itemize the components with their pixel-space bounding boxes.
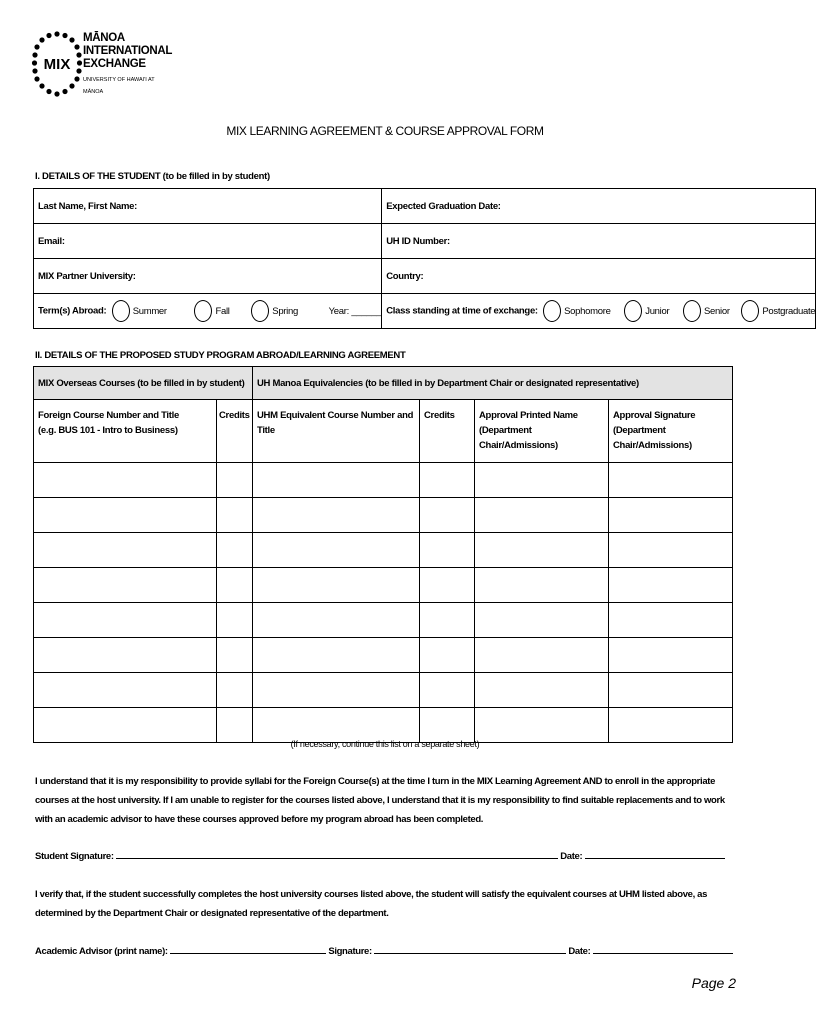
partner-university-field[interactable]: MIX Partner University: (34, 259, 382, 294)
approval-signature-cell[interactable] (609, 498, 733, 533)
study-program-table (33, 366, 733, 743)
uhm-course-cell[interactable] (253, 708, 420, 743)
uhm-credits-cell[interactable] (420, 603, 475, 638)
approval-name-subtitle: (Department Chair/Admissions) (479, 425, 558, 451)
uhm-course-cell[interactable] (253, 463, 420, 498)
mix-courses-header: MIX Overseas Courses (to be filled in by student) (34, 367, 253, 400)
junior-radio[interactable] (624, 300, 642, 322)
approval-name-column-header (475, 400, 609, 463)
senior-label: Senior (704, 305, 730, 317)
student-details-table (33, 188, 816, 329)
uhm-credits-column-header: Credits (420, 400, 475, 463)
uh-equivalencies-header: UH Manoa Equivalencies (to be filled in by Department Chair or designated representative) (253, 367, 733, 400)
uhm-credits-cell[interactable] (420, 568, 475, 603)
approval-signature-subtitle: (Department Chair/Admissions) (613, 425, 692, 451)
advisor-name-label: Academic Advisor (print name): (35, 946, 168, 957)
student-signature-line (35, 850, 725, 862)
form-title: MIX LEARNING AGREEMENT & COURSE APPROVAL FORM (226, 124, 544, 138)
foreign-course-cell[interactable] (34, 498, 217, 533)
page-number: Page 2 (691, 975, 736, 991)
foreign-course-example: (e.g. BUS 101 - Intro to Business) (38, 425, 178, 436)
sophomore-radio[interactable] (543, 300, 561, 322)
approval-signature-column-header (609, 400, 733, 463)
course-row (34, 673, 733, 708)
credits-cell[interactable] (217, 568, 253, 603)
foreign-course-cell[interactable] (34, 533, 217, 568)
uhm-credits-cell[interactable] (420, 673, 475, 708)
uhm-credits-cell[interactable] (420, 533, 475, 568)
advisor-signature-line (35, 945, 733, 957)
summer-label: Summer (132, 305, 167, 317)
advisor-date-label: Date: (568, 946, 591, 957)
approval-name-cell[interactable] (475, 533, 609, 568)
terms-abroad-cell (34, 294, 382, 329)
uhm-credits-cell[interactable] (420, 463, 475, 498)
credits-cell[interactable] (217, 533, 253, 568)
student-signature-label: Student Signature: (35, 851, 114, 862)
uhm-credits-cell[interactable] (420, 498, 475, 533)
course-row (34, 603, 733, 638)
dotted-circle-logo-icon (32, 30, 82, 102)
mix-logo (32, 30, 172, 102)
approval-name-cell[interactable] (475, 673, 609, 708)
advisor-date-field[interactable] (593, 945, 733, 954)
spring-label: Spring (272, 305, 298, 317)
senior-radio[interactable] (683, 300, 701, 322)
graduation-date-field[interactable]: Expected Graduation Date: (382, 189, 816, 224)
summer-radio[interactable] (112, 300, 130, 322)
uhm-course-cell[interactable] (253, 498, 420, 533)
course-row (34, 498, 733, 533)
uhm-course-cell[interactable] (253, 533, 420, 568)
responsibility-statement: I understand that it is my responsibility to provide syllabi for the Foreign Course(s) at the time I turn in the MIX Learning Agreement AND to enroll in the appropriate courses at the host university. If I am unable to register for the courses listed above, I understand that it is my responsibility to find suitable replacements and to work with an academic advisor to have these courses approved before my program abroad has been completed. (35, 776, 725, 825)
approval-signature-cell[interactable] (609, 673, 733, 708)
uhm-course-cell[interactable] (253, 568, 420, 603)
year-field[interactable]: Year: ______ (328, 305, 382, 317)
logo-line-international: INTERNATIONAL (83, 45, 173, 57)
logo-line-exchange: EXCHANGE (83, 58, 146, 70)
foreign-course-title: Foreign Course Number and Title (38, 410, 179, 421)
approval-signature-cell[interactable] (609, 638, 733, 673)
class-standing-cell (382, 294, 816, 329)
approval-name-cell[interactable] (475, 638, 609, 673)
credits-cell[interactable] (217, 463, 253, 498)
foreign-course-cell[interactable] (34, 603, 217, 638)
fall-label: Fall (215, 305, 230, 317)
junior-label: Junior (645, 305, 670, 317)
approval-signature-cell[interactable] (609, 603, 733, 638)
credits-column-header: Credits (217, 400, 253, 463)
postgraduate-label: Postgraduate (762, 305, 816, 317)
foreign-course-cell[interactable] (34, 673, 217, 708)
approval-name-cell[interactable] (475, 603, 609, 638)
approval-name-cell[interactable] (475, 498, 609, 533)
foreign-course-cell[interactable] (34, 568, 217, 603)
student-signature-field[interactable] (116, 850, 558, 859)
postgraduate-radio[interactable] (741, 300, 759, 322)
approval-signature-title: Approval Signature (613, 410, 696, 421)
continue-note: (If necessary, continue this list on a separate sheet) (290, 739, 480, 749)
section2-heading: II. DETAILS OF THE PROPOSED STUDY PROGRAM ABROAD/LEARNING AGREEMENT (35, 350, 406, 361)
section1-heading: I. DETAILS OF THE STUDENT (to be filled in by student) (35, 171, 270, 182)
last-name-field[interactable]: Last Name, First Name: (34, 189, 382, 224)
foreign-course-cell[interactable] (34, 638, 217, 673)
uhm-course-cell[interactable] (253, 603, 420, 638)
uhm-course-cell[interactable] (253, 673, 420, 708)
fall-radio[interactable] (194, 300, 212, 322)
terms-abroad-label: Term(s) Abroad: (38, 305, 107, 317)
approval-name-cell[interactable] (475, 463, 609, 498)
spring-radio[interactable] (251, 300, 269, 322)
credits-cell[interactable] (217, 708, 253, 743)
course-row (34, 463, 733, 498)
student-date-field[interactable] (585, 850, 725, 859)
course-row (34, 533, 733, 568)
logo-line-manoa: MĀNOA (83, 32, 125, 44)
credits-cell[interactable] (217, 498, 253, 533)
student-date-label: Date: (560, 851, 583, 862)
country-field[interactable]: Country: (382, 259, 816, 294)
uhm-credits-cell[interactable] (420, 638, 475, 673)
uhm-credits-cell[interactable] (420, 708, 475, 743)
credits-cell[interactable] (217, 673, 253, 708)
foreign-course-cell[interactable] (34, 463, 217, 498)
foreign-course-cell[interactable] (34, 708, 217, 743)
verification-statement: I verify that, if the student successfully completes the host university courses listed above, the student will satisfy the equivalent courses at UHM listed above, as determined by the Department Chair or designated representative of the department. (35, 889, 708, 919)
advisor-name-field[interactable] (170, 945, 326, 954)
course-row (34, 568, 733, 603)
email-field[interactable]: Email: (34, 224, 382, 259)
uh-id-field[interactable]: UH ID Number: (382, 224, 816, 259)
class-standing-label: Class standing at time of exchange: (386, 305, 538, 317)
approval-signature-cell[interactable] (609, 533, 733, 568)
svg-text:MIX: MIX (43, 56, 71, 73)
course-row (34, 638, 733, 673)
approval-signature-cell[interactable] (609, 463, 733, 498)
uhm-course-column-header: UHM Equivalent Course Number and Title (253, 400, 420, 463)
uhm-course-cell[interactable] (253, 638, 420, 673)
credits-cell[interactable] (217, 638, 253, 673)
approval-name-cell[interactable] (475, 708, 609, 743)
approval-signature-cell[interactable] (609, 568, 733, 603)
advisor-signature-label: Signature: (328, 946, 372, 957)
advisor-signature-field[interactable] (374, 945, 566, 954)
approval-name-title: Approval Printed Name (479, 410, 578, 421)
approval-name-cell[interactable] (475, 568, 609, 603)
credits-cell[interactable] (217, 603, 253, 638)
foreign-course-column-header (34, 400, 217, 463)
approval-signature-cell[interactable] (609, 708, 733, 743)
sophomore-label: Sophomore (564, 305, 611, 317)
course-row (34, 708, 733, 743)
logo-line-university: UNIVERSITY OF HAWAI'I AT MĀNOA (83, 77, 155, 95)
